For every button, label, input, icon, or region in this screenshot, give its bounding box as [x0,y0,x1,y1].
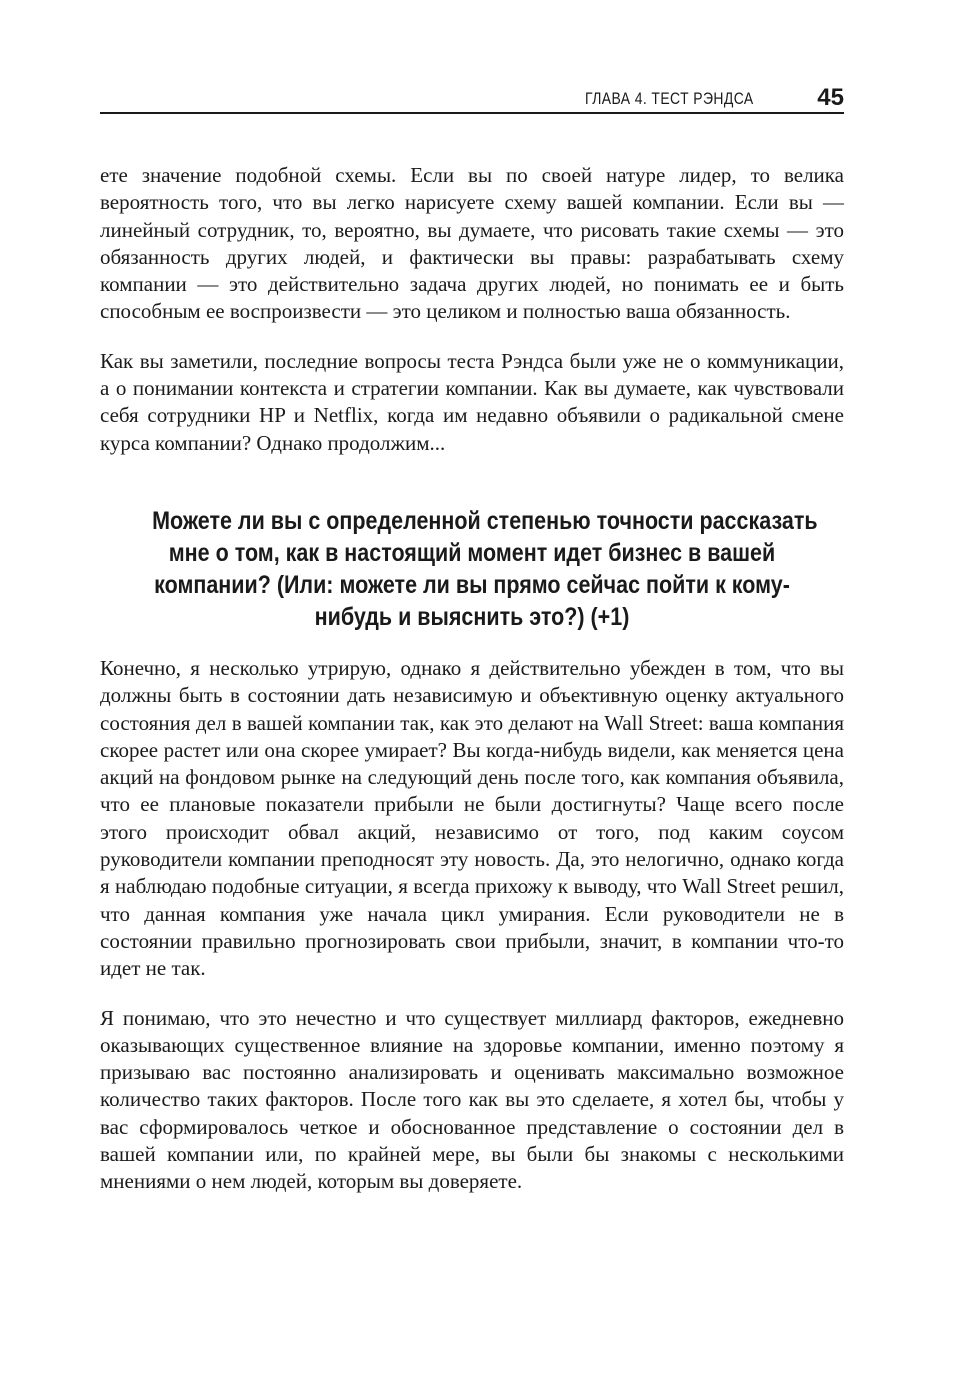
paragraph: Я понимаю, что это нечестно и что существует миллиард факторов, ежедневно оказывающих существенное влияние на здоровье компании, именно поэтому я призываю вас постоянно анализировать и оценивать максимально возможное количество таких факторов. После того как вы это сделаете, я хотел бы, чтобы у вас сформировалось четкое и обоснованное представление о состоянии дел в вашей компании или, по крайней мере, вы были бы знакомы с несколькими мнениями о нем людей, которым вы доверяете. [100,1005,844,1194]
paragraph: ете значение подобной схемы. Если вы по своей натуре лидер, то велика вероятность того, что вы легко нарисуете схему вашей компании. Если вы — линейный сотрудник, то, вероятно, вы думаете, что рисовать такие схемы — это обязанность других людей, и фактически вы правы: разрабатывать схему компании — это действительно задача других людей, но понимать ее и быть способным ее воспроизвести — это целиком и полностью ваша обязанность. [100,163,844,324]
running-header [100,84,844,114]
section-heading-line: мне о том, как в настоящий момент идет бизнес в вашей [168,538,776,567]
page-body [100,162,844,1196]
section-heading-line: Можете ли вы с определенной степенью точности рассказать [152,506,818,535]
section-heading [152,505,818,633]
chapter-title: ГЛАВА 4. ТЕСТ РЭНДСА [585,89,754,108]
paragraph: Как вы заметили, последние вопросы теста Рэндса были уже не о коммуникации, а о понимании контекста и стратегии компании. Как вы думаете, как чувствовали себя сотрудники HP и Netflix, когда им недавно объявили о радикальной смене курса компании? Однако продолжим... [100,348,844,455]
section-heading-line: компании? (Или: можете ли вы прямо сейчас пойти к кому- [154,570,790,599]
paragraph: Конечно, я несколько утрирую, однако я действительно убежден в том, что вы должны быть в состоянии дать независимую и объективную оценку актуального состояния дел в вашей компании так, как это делают на Wall Street: ваша компания скорее растет или она скорее умирает? Вы когда-нибудь видели, как меняется цена акций на фондовом рынке на следующий день после того, как компания объявила, что ее плановые показатели прибыли не были достигнуты? Чаще всего после этого происходит обвал акций, независимо от того, под каким соусом руководители компании преподносят эту новость. Да, это нелогично, однако когда я наблюдаю подобные ситуации, я всегда прихожу к выводу, что Wall Street решил, что данная компания уже начала цикл умирания. Если руководители не в состоянии правильно прогнозировать свои прибыли, значит, в компании что-то идет не так. [100,655,844,981]
page-number: 45 [817,84,844,111]
section-heading-line: нибудь и выяснить это?) (+1) [314,602,630,631]
